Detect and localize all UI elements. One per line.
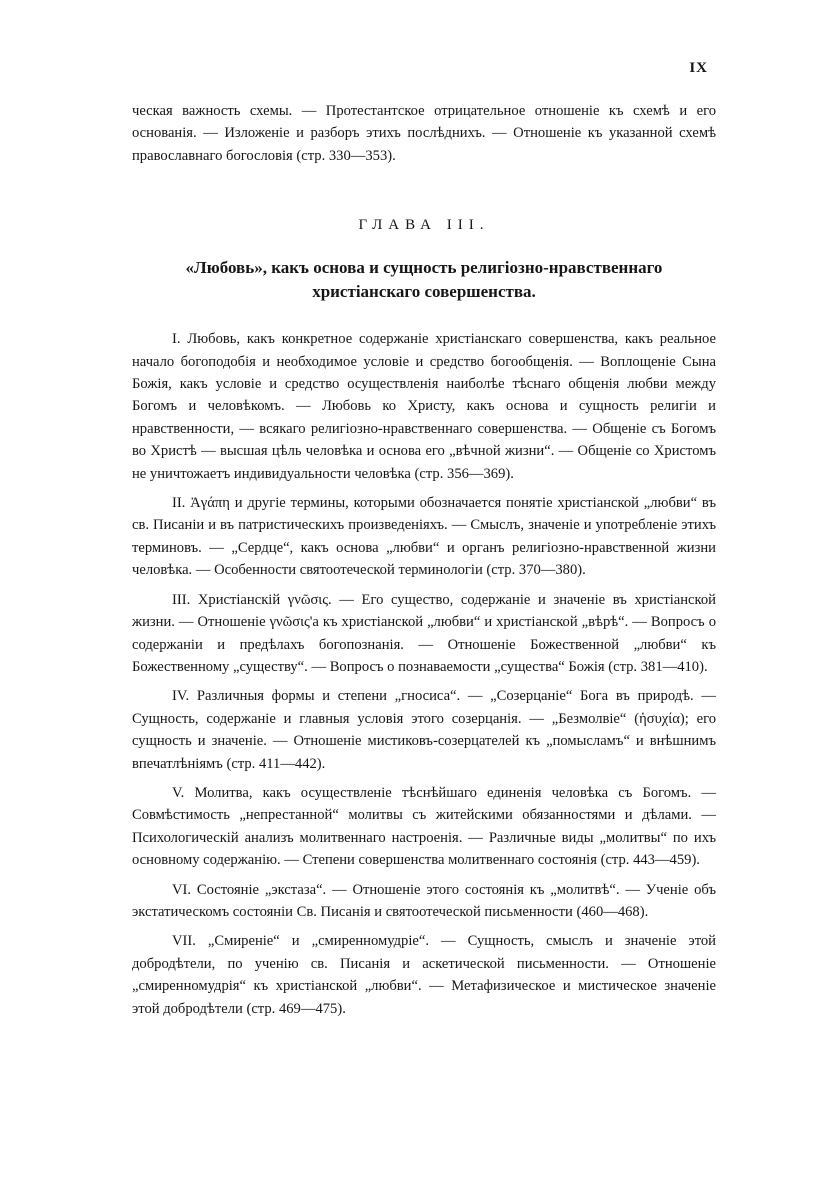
section-paragraph-7: VII. „Смиреніе“ и „смиренномудріе“. — Сущность, смыслъ и значеніе этой добродѣтели, по ученію св. Писанія и аскетической письменности. — Отношеніе „смиренномудрія“ къ христіанской „любви“. — Метафизическое и мистическое значеніе этой добродѣтели (стр. 469—475). — [132, 933, 716, 1017]
section-paragraph-6: VI. Состояніе „экстаза“. — Отношеніе этого состоянія къ „молитвѣ“. — Ученіе объ экстатическомъ состояніи Св. Писанія и святоотеческой письменности (460—468). — [132, 881, 716, 920]
section-paragraph-1: I. Любовь, какъ конкретное содержаніе христіанскаго совершенства, какъ реальное начало богоподобія и необходимое условіе и средство богообщенія. — Воплощеніе Сына Божія, какъ условіе и средство осуществленія наиболѣе тѣснаго общенія любви между Богомъ и человѣкомъ. — Любовь ко Христу, какъ основа и сущность религіи и нравственности, — всякаго религіозно-нравственнаго совершенства. — Общеніе съ Богомъ во Христѣ — высшая цѣль человѣка и основа его „вѣчной жизни“. — Общеніе со Христомъ не уничтожаетъ индивидуальности человѣка (стр. 356—369). — [132, 331, 716, 482]
section-paragraph-5: V. Молитва, какъ осуществленіе тѣснѣйшаго единенія человѣка съ Богомъ. — Совмѣстимость „непрестанной“ молитвы съ житейскими обязанностями и дѣлами. — Психологическій анализъ молитвеннаго настроенія. — Различные виды „молитвы“ по ихъ основному содержанію. — Степени совершенства молитвеннаго состоянія (стр. 443—459). — [132, 784, 716, 869]
chapter-title — [132, 256, 716, 304]
section-paragraph-3: III. Христіанскій γνῶσις. — Его существо, содержаніе и значеніе въ христіанской жизни. — Отношеніе γνῶσις'а къ христіанской „любви“ и христіанской „вѣрѣ“. — Вопросъ о содержаніи и предѣлахъ богопознанія. — Отношеніе Божественной „любви“ къ Божественному „существу“. — Вопросъ о познаваемости „существа“ Божія (стр. 381—410). — [132, 591, 716, 675]
section-paragraph-4: IV. Различныя формы и степени „гносиса“. — „Созерцаніе“ Бога въ природѣ. — Сущность, содержаніе и главныя условія этого созерцанія. — „Безмолвіе“ (ἡσυχία); его сущность и значеніе. — Отношеніе мистиковъ-созерцателей къ „помысламъ“ и внѣшнимъ впечатлѣніямъ (стр. 411—442). — [132, 688, 716, 772]
section-paragraph-2: II. Ἀγάπη и другіе термины, которыми обозначается понятіе христіанской „любви“ въ св. Писаніи и въ патристическихъ произведеніяхъ. — Смыслъ, значеніе и употребленіе этихъ терминовъ. — „Сердце“, какъ основа „любви“ и органъ религіозно-нравственной жизни человѣка. — Особенности святоотеческой терминологіи (стр. 370—380). — [132, 495, 716, 579]
chapter-label: ГЛАВА III. — [358, 217, 490, 234]
chapter-title-line-1: «Любовь», какъ основа и сущность религіозно-нравственнаго — [185, 258, 663, 278]
page-number: IX — [689, 60, 708, 76]
page-body — [132, 100, 716, 1027]
chapter-title-line-2: христіанскаго совершенства. — [312, 282, 536, 302]
intro-paragraph: ческая важность схемы. — Протестантское отрицательное отношеніе къ схемѣ и его основанія. — Изложеніе и разборъ этихъ послѣднихъ. — Отношеніе къ указанной схемѣ православнаго богословія (стр. 330—353). — [132, 103, 716, 164]
